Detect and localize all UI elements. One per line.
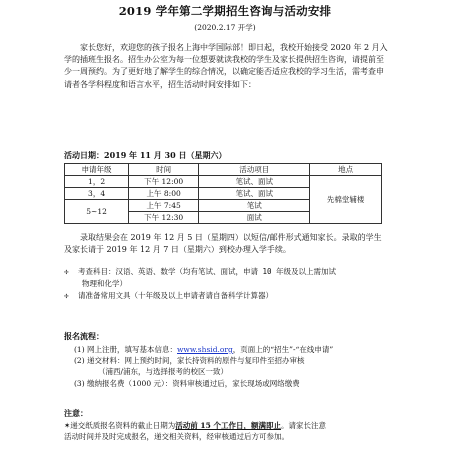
header-location: 地点 — [310, 164, 382, 176]
cell-item: 笔试、面试 — [199, 176, 310, 188]
cell-item: 面试 — [199, 212, 310, 224]
header-time: 时间 — [129, 164, 199, 176]
step-1-text: (1) 网上注册，填写基本信息： — [74, 345, 178, 354]
cell-grade: 3，4 — [65, 188, 129, 200]
process-steps — [64, 344, 388, 389]
bullet-list — [64, 266, 384, 302]
table-header-row — [65, 164, 382, 176]
cell-item: 笔试 — [199, 200, 310, 212]
list-item — [64, 266, 384, 278]
notes-heading: 注意： — [64, 408, 88, 418]
bullet-icon: ✢ — [64, 291, 69, 300]
note-highlight: 活动前 15 个工作日，额满即止 — [175, 421, 281, 430]
process-heading: 报名流程： — [64, 331, 104, 341]
schedule-table — [64, 163, 382, 224]
cell-grade: 1，2 — [65, 176, 129, 188]
bullet-text: 考查科目：汉语、英语、数学（均有笔试、面试，申请 10 年级及以上需加试 — [78, 267, 337, 276]
cell-grade: 5~12 — [65, 200, 129, 224]
cell-time: 下午 12:30 — [129, 212, 199, 224]
cell-location: 先棉堂辅楼 — [310, 176, 382, 224]
note-line-2: 活动时间并及时完成报名，递交相关资料，经审核通过后方可参加。 — [64, 432, 289, 442]
website-link[interactable]: www.shsid.org — [177, 345, 233, 354]
bullet-text: 请准备常用文具（十年级及以上申请者请自备科学计算器） — [78, 291, 273, 300]
cell-time: 下午 12:00 — [129, 176, 199, 188]
bullet-continuation: 物理和化学） — [82, 279, 127, 288]
intro-paragraph: 家长您好，欢迎您的孩子报名上海中学国际部！即日起，我校开始接受 2020 年 2 月入学的插班生报名。招生办公室为每一位想要就读我校的学生及家长提供招生咨询，请提前至少一周预约。为了更好地了解学生的综合情况，以确定能否适应我校的学习生活，需考查申请者各学科程度和语言水平，招生活动时间安排如下： — [64, 43, 388, 89]
header-item: 活动项目 — [199, 164, 310, 176]
cell-time: 上午 7:45 — [129, 200, 199, 212]
activity-date: 活动日期：2019 年 11 月 30 日（星期六） — [64, 150, 227, 160]
step-2-continuation: （浦西/浦东，与选择报考的校区一致） — [98, 367, 229, 377]
note-suffix: 。请家长注意 — [280, 421, 326, 430]
table-row — [65, 176, 382, 188]
cell-time: 上午 8:00 — [129, 188, 199, 200]
list-item — [64, 290, 384, 302]
header-grade: 申请年级 — [65, 164, 129, 176]
step-3: (3) 缴纳报名费（1000 元）：资料审核通过后，家长现场或网络缴费 — [74, 378, 300, 388]
notes-body — [64, 420, 394, 442]
page-subtitle: (2020.2.17 开学) — [194, 23, 256, 32]
page-title: 2019 学年第二学期招生咨询与活动安排 — [118, 4, 332, 18]
step-1-suffix: ，页面上的“招生”-“在线申请” — [232, 345, 334, 354]
cell-item: 笔试、面试 — [199, 188, 310, 200]
result-paragraph: 录取结果会在 2019 年 12 月 5 日（星期四）以短信/邮件形式通知家长。录取的学生及家长请于 2019 年 12 月 7 日（星期六）到校办理入学手续。 — [64, 233, 382, 255]
note-prefix: ✶递交纸质报名资料的截止日期为 — [64, 421, 176, 430]
step-2: (2) 递交材料：网上预约时间，家长持资料的原件与复印件至招办审核 — [74, 356, 305, 366]
step-1 — [64, 344, 388, 355]
bullet-icon: ✢ — [64, 267, 69, 276]
